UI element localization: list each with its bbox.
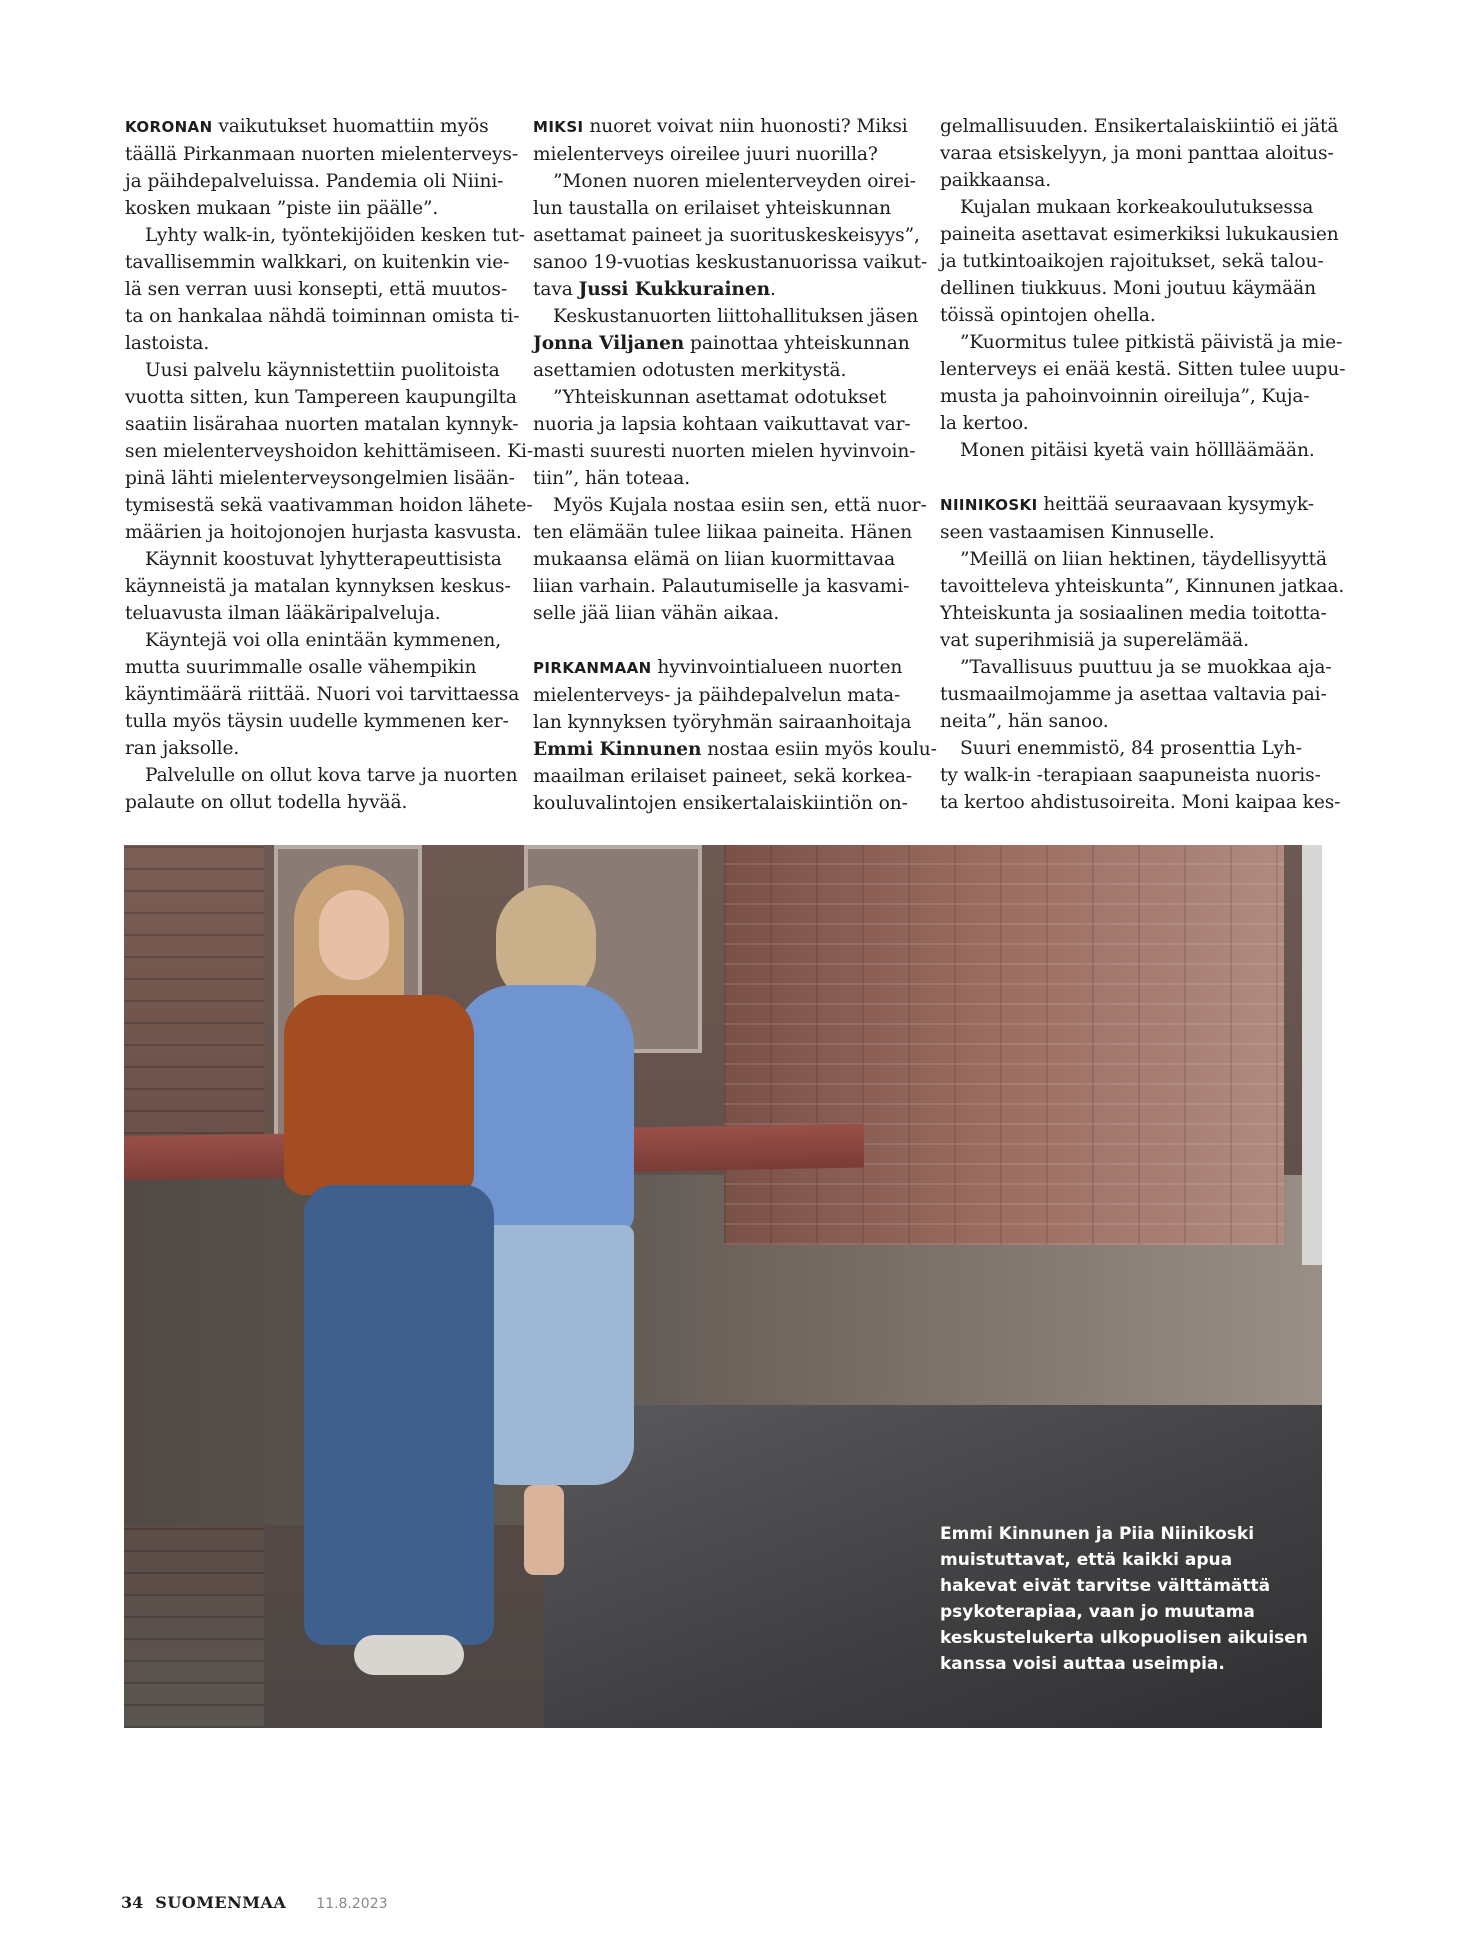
text-line: KORONAN vaikutukset huomattiin myös xyxy=(125,116,489,137)
text-line: mukaansa elämä on liian kuormittavaa xyxy=(533,549,896,570)
text-line: selle jää liian vähän aikaa. xyxy=(533,603,780,624)
text-line: tavoitteleva yhteiskunta”, Kinnunen jatkaa. xyxy=(940,576,1345,597)
text-line: ten elämään tulee liikaa paineita. Hänen xyxy=(533,522,913,543)
text-line: ”Monen nuoren mielenterveyden oirei- xyxy=(553,171,916,192)
text-line: lenterveys ei enää kestä. Sitten tulee uupu- xyxy=(940,359,1346,380)
text-line: varaa etsiskelyyn, ja moni panttaa aloitus- xyxy=(940,143,1334,164)
photo-sky xyxy=(1302,845,1322,1265)
text-line: Käyntejä voi olla enintään kymmenen, xyxy=(145,630,502,651)
text-line: tiin”, hän toteaa. xyxy=(533,468,691,489)
text-line: la kertoo. xyxy=(940,413,1029,434)
text-line: dellinen tiukkuus. Moni joutuu käymään xyxy=(940,278,1317,299)
article-column-1 xyxy=(125,113,534,816)
caption-line: muistuttavat, että kaikki apua xyxy=(940,1550,1233,1570)
text-line: Keskustanuorten liittohallituksen jäsen xyxy=(553,306,919,327)
text-line: lastoista. xyxy=(125,333,210,354)
text-line: tava Jussi Kukkurainen. xyxy=(533,279,776,300)
text-line: ja päihdepalveluissa. Pandemia oli Niini- xyxy=(125,171,504,192)
text-line: mutta suurimmalle osalle vähempikin xyxy=(125,657,477,678)
text-line: liian varhain. Palautumiselle ja kasvami- xyxy=(533,576,910,597)
text-line: paineita asettavat esimerkiksi lukukausien xyxy=(940,224,1339,245)
kicker-word: KORONAN xyxy=(125,118,213,136)
person-legs xyxy=(524,1485,564,1575)
caption-line: kanssa voisi auttaa useimpia. xyxy=(940,1654,1225,1674)
text-line: tulla myös täysin uudelle kymmenen ker- xyxy=(125,711,509,732)
text-line: Monen pitäisi kyetä vain höllläämään. xyxy=(960,440,1315,461)
text-line: Myös Kujala nostaa esiin sen, että nuor- xyxy=(553,495,927,516)
text-line: tymisestä sekä vaativamman hoidon lähete- xyxy=(125,495,533,516)
text-line: pinä lähti mielenterveysongelmien lisään- xyxy=(125,468,515,489)
text-line: ran jaksolle. xyxy=(125,738,240,759)
text-line: Suuri enemmistö, 84 prosenttia Lyh- xyxy=(960,738,1302,759)
text-line: musta ja pahoinvoinnin oireiluja”, Kuja- xyxy=(940,386,1310,407)
text-line: kosken mukaan ”piste iin päälle”. xyxy=(125,198,439,219)
text-line: MIKSI nuoret voivat niin huonosti? Miksi xyxy=(533,116,908,137)
text-line: Jonna Viljanen painottaa yhteiskunnan xyxy=(533,333,910,354)
text-line: teluavusta ilman lääkäripalveluja. xyxy=(125,603,441,624)
text-line: Käynnit koostuvat lyhytterapeuttisista xyxy=(145,549,502,570)
person-sandal xyxy=(354,1635,464,1675)
kicker-word: PIRKANMAAN xyxy=(533,659,652,677)
text-line: ”Tavallisuus puuttuu ja se muokkaa aja- xyxy=(960,657,1332,678)
page-number: 34 xyxy=(121,1893,144,1912)
article-column-3 xyxy=(940,113,1346,816)
person-name: Jussi Kukkurainen xyxy=(578,279,770,300)
text-line: lan kynnyksen työryhmän sairaanhoitaja xyxy=(533,712,912,733)
person-jeans xyxy=(304,1185,494,1645)
text-line: käyntimäärä riittää. Nuori voi tarvittaessa xyxy=(125,684,520,705)
text-line: vat superihmisiä ja superelämää. xyxy=(940,630,1249,651)
text-line: NIINIKOSKI heittää seuraavaan kysymyk- xyxy=(940,494,1314,515)
text-line: Lyhty walk-in, työntekijöiden kesken tut- xyxy=(145,225,525,246)
issue-date: 11.8.2023 xyxy=(316,1896,388,1912)
kicker-word: MIKSI xyxy=(533,118,584,136)
person-face xyxy=(319,890,389,980)
text-line: sen mielenterveyshoidon kehittämiseen. Ki- xyxy=(125,441,534,462)
text-line: nuoria ja lapsia kohtaan vaikuttavat var- xyxy=(533,414,911,435)
photo-caption xyxy=(940,1521,1320,1677)
text-line: määrien ja hoitojonojen hurjasta kasvusta. xyxy=(125,522,522,543)
text-line: ty walk-in -terapiaan saapuneista nuoris- xyxy=(940,765,1321,786)
text-line: ja tutkintoaikojen rajoitukset, sekä talou- xyxy=(940,251,1324,272)
text-line: ”Kuormitus tulee pitkistä päivistä ja mie- xyxy=(960,332,1343,353)
magazine-name: SUOMENMAA xyxy=(155,1893,287,1912)
text-line: tusmaailmojamme ja asettaa valtavia pai- xyxy=(940,684,1327,705)
text-line: Yhteiskunta ja sosiaalinen media toitotta- xyxy=(940,603,1327,624)
text-line: gelmallisuuden. Ensikertalaiskiintiö ei jätä xyxy=(940,116,1339,137)
text-line: töissä opintojen ohella. xyxy=(940,305,1156,326)
kicker-word: NIINIKOSKI xyxy=(940,496,1038,514)
text-line: mielenterveys- ja päihdepalvelun mata- xyxy=(533,685,901,706)
text-line: neita”, hän sanoo. xyxy=(940,711,1109,732)
text-line: vuotta sitten, kun Tampereen kaupungilta xyxy=(125,387,517,408)
text-line: sanoo 19-vuotias keskustanuorissa vaikut- xyxy=(533,252,928,273)
text-line: ta kertoo ahdistusoireita. Moni kaipaa kes- xyxy=(940,792,1341,813)
paragraph-gap xyxy=(533,627,918,654)
caption-line: hakevat eivät tarvitse välttämättä xyxy=(940,1576,1271,1596)
caption-line: Emmi Kinnunen ja Piia Niinikoski xyxy=(940,1524,1255,1544)
text-line: Kujalan mukaan korkeakoulutuksessa xyxy=(960,197,1314,218)
text-line: kouluvalintojen ensikertalaiskiintiön on- xyxy=(533,793,908,814)
text-line: tavallisemmin walkkari, on kuitenkin vie- xyxy=(125,252,510,273)
text-line: lun taustalla on erilaiset yhteiskunnan xyxy=(533,198,891,219)
text-line: asettamat paineet ja suorituskeskeisyys”, xyxy=(533,225,920,246)
text-line: asettamien odotusten merkitystä. xyxy=(533,360,847,381)
article-photo xyxy=(124,845,1322,1728)
text-line: paikkaansa. xyxy=(940,170,1052,191)
text-line: ta on hankalaa nähdä toiminnan omista ti- xyxy=(125,306,520,327)
article-column-2 xyxy=(533,113,937,817)
text-line: maailman erilaiset paineet, sekä korkea- xyxy=(533,766,913,787)
text-line: täällä Pirkanmaan nuorten mielenterveys- xyxy=(125,144,518,165)
caption-line: psykoterapiaa, vaan jo muutama xyxy=(940,1602,1255,1622)
person-name: Emmi Kinnunen xyxy=(533,739,702,760)
person-name: Jonna Viljanen xyxy=(533,333,685,354)
text-line: seen vastaamisen Kinnuselle. xyxy=(940,522,1215,543)
text-line: ”Meillä on liian hektinen, täydellisyyttä xyxy=(960,549,1328,570)
text-line: masti suuresti nuorten mielen hyvinvoin- xyxy=(533,441,916,462)
photo-brick-wall xyxy=(724,845,1284,1245)
page-footer xyxy=(121,1893,388,1912)
caption-line: keskustelukerta ulkopuolisen aikuisen xyxy=(940,1628,1308,1648)
text-line: Emmi Kinnunen nostaa esiin myös koulu- xyxy=(533,739,937,760)
paragraph-gap xyxy=(940,464,1330,491)
text-line: Uusi palvelu käynnistettiin puolitoista xyxy=(145,360,500,381)
text-line: Palvelulle on ollut kova tarve ja nuorten xyxy=(145,765,518,786)
person-orange-shirt xyxy=(284,995,474,1195)
text-line: PIRKANMAAN hyvinvointialueen nuorten xyxy=(533,657,903,678)
text-line: lä sen verran uusi konsepti, että muutos- xyxy=(125,279,508,300)
text-line: palaute on ollut todella hyvää. xyxy=(125,792,408,813)
text-line: käynneistä ja matalan kynnyksen keskus- xyxy=(125,576,511,597)
text-line: saatiin lisärahaa nuorten matalan kynnyk- xyxy=(125,414,519,435)
text-line: ”Yhteiskunnan asettamat odotukset xyxy=(553,387,887,408)
text-line: mielenterveys oireilee juuri nuorilla? xyxy=(533,144,878,165)
